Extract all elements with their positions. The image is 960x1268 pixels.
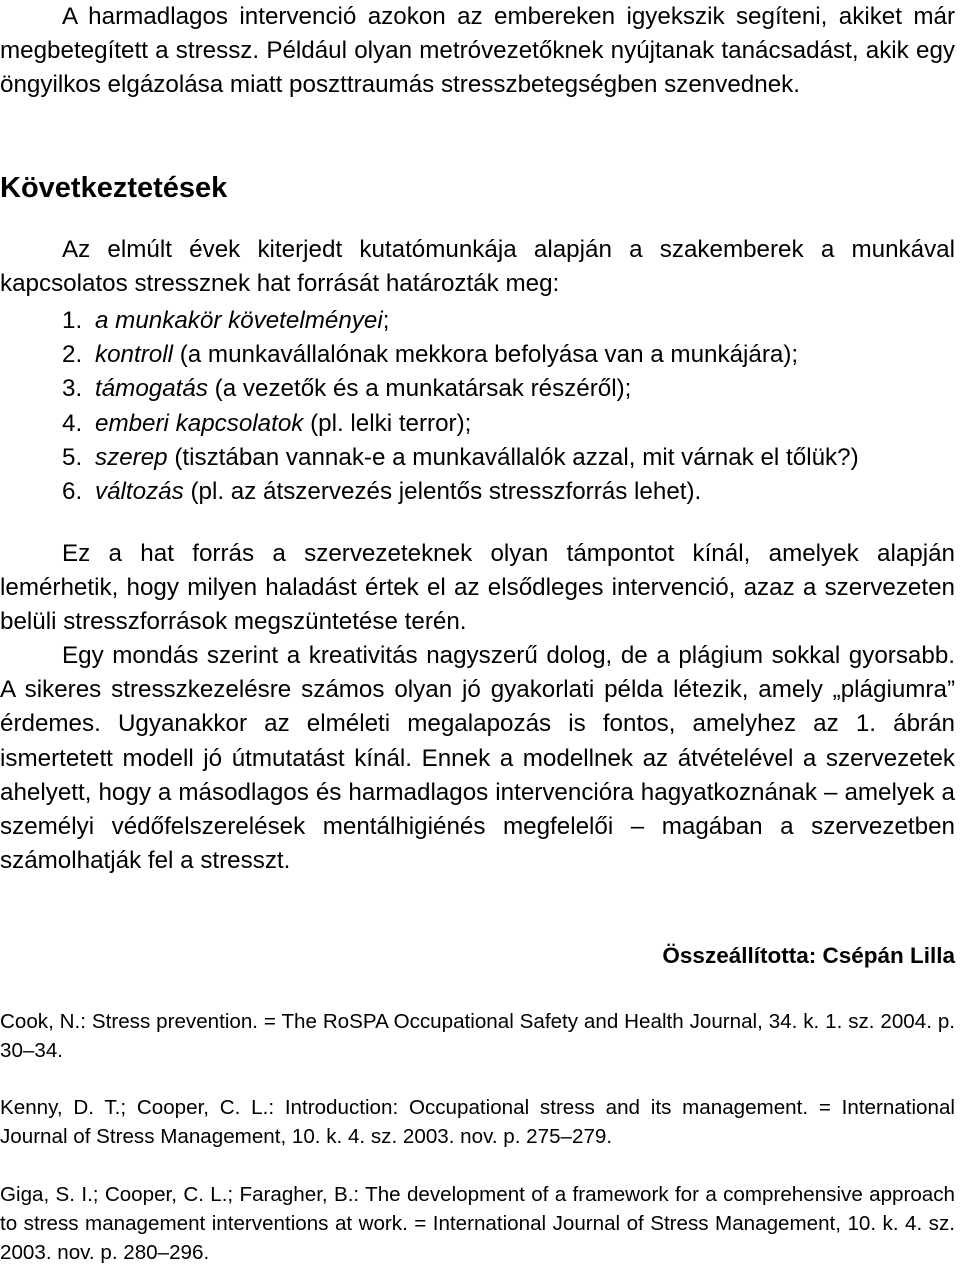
list-number: 5.: [62, 443, 83, 471]
reference-entry: Giga, S. I.; Cooper, C. L.; Faragher, B.: The development of a framework for a comprehensive approach to stress management interventions at work. = International Journal of Stress Management, 10. k. 4. sz. 2003. nov. p. 280–296.: [0, 1183, 955, 1264]
list-number: 2.: [62, 341, 83, 369]
list-text: (pl. az átszervezés jelentős stresszforrás lehet).: [183, 478, 702, 506]
list-text: (a vezetők és a munkatársak részéről);: [207, 375, 632, 403]
closing-paragraph: Egy mondás szerint a kreativitás nagyszerű dolog, de a plágium sokkal gyorsabb. A sikeres stresszkezelésre számos olyan jó gyakorlati példa létezik, amely „plágiumra” érdemes. Ugyanakkor az elméleti megalapozás is fontos, amelyhez az 1. ábrán ismertetett modell jó útmutatást kínál. Ennek a modellnek az átvételével a szervezetek ahelyett, hogy a másodlagos és harmadlagos intervencióra hagyatkoznának – amelyek a személyi védőfelszerelések mentálhigiénés megfelelői – magában a szervezetben számolhatják fel a stresszt.: [0, 642, 955, 875]
list-text: (pl. lelki terror);: [303, 409, 472, 437]
intro-paragraph: A harmadlagos intervenció azokon az embereken igyekszik segíteni, akiket már megbetegített a stressz. Például olyan metróvezetőknek nyújtanak tanácsadást, akik egy öngyilkos elgázolása miatt poszttraumás stresszbetegségben szenvednek.: [0, 3, 955, 99]
list-term: támogatás: [95, 375, 208, 403]
author-credit: Összeállította: Csépán Lilla: [662, 943, 955, 968]
section-heading: Következtetések: [0, 172, 228, 204]
list-term: kontroll: [95, 341, 173, 369]
list-text: ;: [382, 307, 390, 334]
list-item: [62, 372, 955, 406]
list-item: [62, 441, 955, 475]
list-text: (a munkavállalónak mekkora befolyása van a munkájára);: [172, 341, 799, 369]
list-term: szerep: [95, 443, 168, 471]
conclusion-intro: Az elmúlt évek kiterjedt kutatómunkája alapján a szakemberek a munkával kapcsolatos stressznek hat forrását határozták meg:: [0, 236, 955, 298]
list-number: 1.: [62, 307, 83, 334]
list-term: emberi kapcsolatok: [95, 409, 304, 437]
list-number: 3.: [62, 375, 83, 403]
list-text: (tisztában vannak-e a munkavállalók azzal, mit várnak el tőlük?): [167, 443, 859, 471]
list-item: [62, 475, 955, 509]
sources-paragraph: Ez a hat forrás a szervezeteknek olyan támpontot kínál, amelyek alapján lemérhetik, hogy milyen haladást értek el az elsődleges intervenció, azaz a szervezeten belüli stresszforrások megszüntetése terén.: [0, 540, 955, 636]
reference-entry: Cook, N.: Stress prevention. = The RoSPA Occupational Safety and Health Journal, 34. k. 1. sz. 2004. p. 30–34.: [0, 1010, 955, 1062]
list-number: 6.: [62, 478, 83, 506]
reference-entry: Kenny, D. T.; Cooper, C. L.: Introduction: Occupational stress and its management. = International Journal of Stress Management, 10. k. 4. sz. 2003. nov. p. 275–279.: [0, 1096, 955, 1148]
list-item: [62, 407, 955, 441]
list-item: [62, 304, 955, 338]
list-term: változás: [95, 478, 184, 506]
stress-sources-list: [62, 304, 955, 509]
list-number: 4.: [62, 409, 83, 437]
list-term: a munkakör követelményei: [95, 307, 383, 334]
list-item: [62, 338, 955, 372]
